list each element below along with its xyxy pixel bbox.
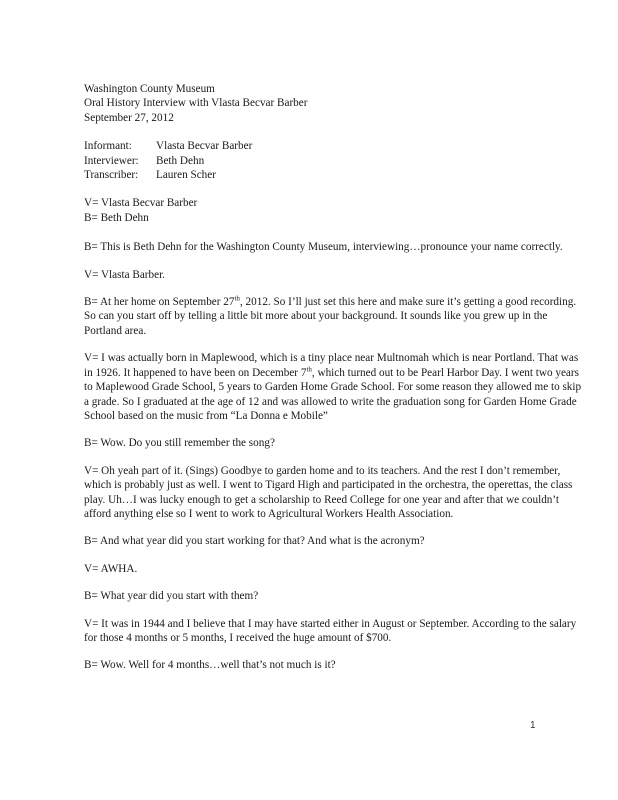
- transcript-body: [84, 82, 584, 673]
- paragraph: V= Vlasta Barber.: [84, 268, 165, 281]
- paragraph: B= This is Beth Dehn for the Washington County Museum, interviewing…pronounce your name correctly.: [84, 241, 563, 254]
- paragraph: V= Oh yeah part of it. (Sings) Goodbye to garden home and to its teachers. And the rest I don’t remember, which is probably just as well. I went to Tigard High and participated in the orchestra, the operettas, the class play. Uh…I was lucky enough to get a scholarship to Reed College for one year and after that we couldn’t afford anything else so I went to work to Agricultural Workers Health Association.: [84, 464, 573, 520]
- speaker-key-b: B= Beth Dehn: [84, 211, 149, 224]
- museum-name: Washington County Museum: [84, 83, 215, 95]
- paragraph: B= Wow. Do you still remember the song?: [84, 437, 275, 450]
- role-row-interviewer: [84, 154, 584, 168]
- text-run: , 2012. So I’ll just set this here and make sure it’s getting a good recording. So can you start off by telling a little bit more about your background. It sounds like you grew up in the Portland area.: [84, 296, 577, 337]
- text-run: B= At her home on September 27: [84, 296, 235, 309]
- paragraph: V= AWHA.: [84, 562, 138, 575]
- interview-date: September 27, 2012: [84, 111, 174, 124]
- role-label: Informant:: [84, 140, 132, 153]
- speaker-key: [84, 196, 584, 225]
- text-run: V= I was actually born in Maplewood, which is a tiny place near Multnomah which is near Portland. That was in 1926. It happened to have been on December 7: [84, 352, 579, 379]
- role-label: Transcriber:: [84, 169, 139, 182]
- page-number: 1: [530, 720, 536, 731]
- paragraph: B= And what year did you start working for that? And what is the acronym?: [84, 535, 425, 548]
- paragraph: V= It was in 1944 and I believe that I may have started either in August or September. According to the salary for those 4 months or 5 months, I received the huge amount of $700.: [84, 617, 577, 644]
- role-row-transcriber: [84, 168, 584, 182]
- role-value: Lauren Scher: [156, 169, 216, 182]
- document-title: Oral History Interview with Vlasta Becvar Barber: [84, 97, 308, 110]
- paragraph: [84, 351, 584, 423]
- role-value: Vlasta Becvar Barber: [156, 140, 253, 153]
- roles-list: [84, 139, 584, 182]
- speaker-key-v: V= Vlasta Becvar Barber: [84, 197, 198, 210]
- text-run: , which turned out to be Pearl Harbor Day. I went two years to Maplewood Grade School, 5 years to Garden Home Grade School. For some reason they allowed me to skip a grade. So I graduated at the age of 12 and was allowed to write the graduation song for Garden Home Grade School based on the music from “La Donna e Mobile”: [84, 366, 582, 422]
- superscript: th: [234, 294, 240, 303]
- role-label: Interviewer:: [84, 154, 139, 167]
- paragraph: [84, 295, 584, 338]
- paragraph: B= Wow. Well for 4 months…well that’s not much is it?: [84, 659, 336, 672]
- role-row-informant: [84, 139, 584, 153]
- role-value: Beth Dehn: [156, 154, 205, 167]
- document-header: [84, 82, 584, 125]
- superscript: th: [306, 364, 312, 373]
- paragraph: B= What year did you start with them?: [84, 590, 259, 603]
